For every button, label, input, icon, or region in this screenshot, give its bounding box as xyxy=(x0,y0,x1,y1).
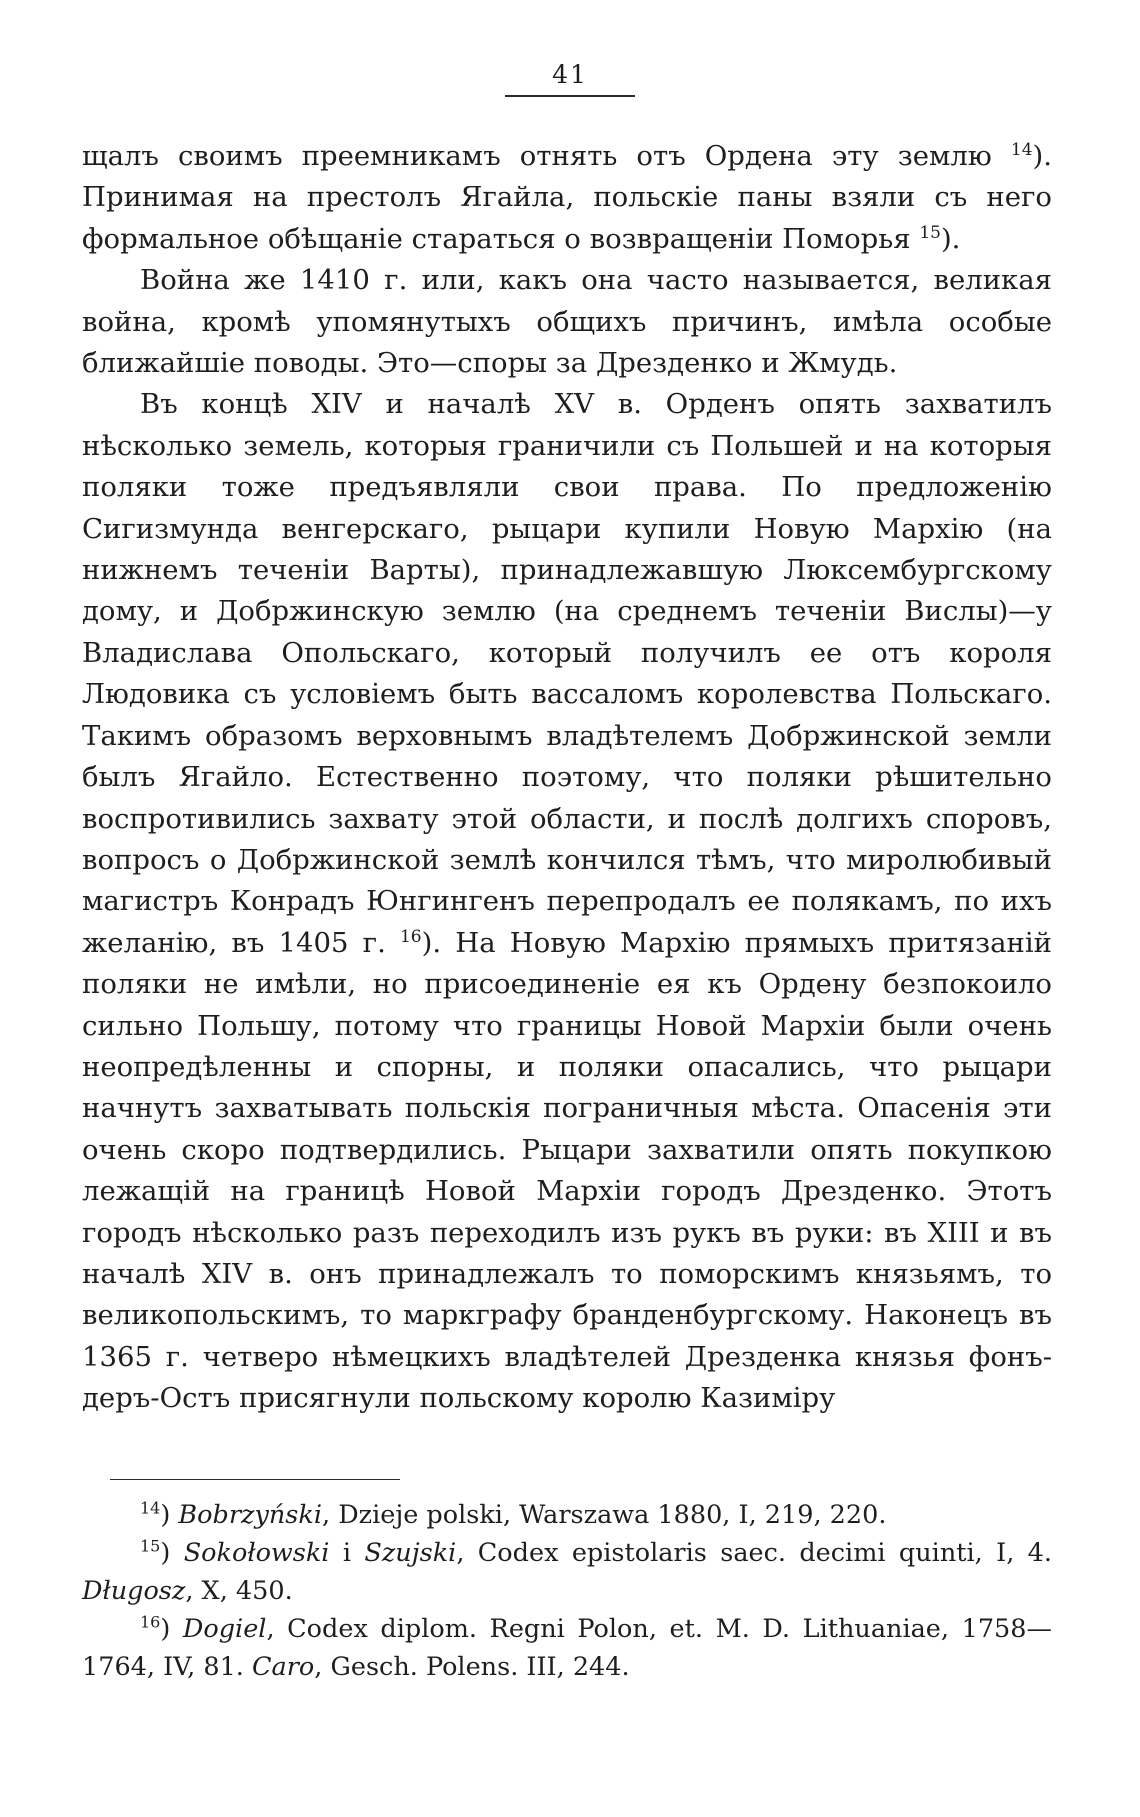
footnote-text: , Gesch. Polens. III, 244. xyxy=(314,1652,630,1682)
author-name: Długosz xyxy=(82,1576,186,1606)
footnote-text: i xyxy=(329,1538,365,1568)
footnote: $^{15}$) Sokołowski i Szujski, Codex epistolaris saec. decimi quinti, I, 4. Długosz, X, 450. xyxy=(82,1536,1052,1606)
author-name: Sokołowski xyxy=(183,1538,330,1568)
footnote: $^{14}$) Bobrzyński, Dzieje polski, Warszawa 1880, I, 219, 220. xyxy=(140,1498,887,1530)
footnote-text: , X, 450. xyxy=(185,1576,293,1606)
footnote-text: , Codex epistolaris saec. decimi quinti, I, 4. xyxy=(456,1538,1052,1568)
paragraph xyxy=(82,384,1052,1419)
author-name: Szujski xyxy=(364,1538,457,1568)
paragraph-text: ). На Новую Мархію прямыхъ притязаній поляки не имѣли, но присоединеніе ея къ Ордену безпокоило сильно Польшу, потому что границы Новой Мархіи были очень неопредѣленны и спорны, и поляки опасались, что рыцари начнутъ захватывать польскія пограничныя мѣста. Опасенія эти очень скоро подтвердились. Рыцари захватили опять покупкою лежащій на границѣ Новой Мархіи городъ Дрезденко. Этотъ городъ нѣсколько разъ переходилъ изъ рукъ въ руки: въ XIII и въ началѣ XIV в. онъ принадлежалъ то поморскимъ князьямъ, то великопольскимъ, то маркграфу бранденбургскому. Наконецъ въ 1365 г. четверо нѣмецкихъ владѣтелей Дрезденка князья фонъ-деръ-Остъ присягнули польскому королю Казиміру xyxy=(82,926,1052,1415)
author-name: Bobrzyński xyxy=(178,1500,322,1530)
footnote-mark: 14 xyxy=(140,1498,161,1518)
footnote-reference: 15 xyxy=(919,222,941,243)
paragraph-text: щалъ своимъ преемникамъ отнять отъ Ордена эту землю xyxy=(82,140,1011,172)
footnote-separator xyxy=(110,1479,400,1480)
footnote-text: , Codex diplom. Regni Polon, et. M. D. Lithuaniae, 1758—1764, IV, 81. xyxy=(82,1614,1053,1682)
paragraph-text: Въ концѣ XIV и началѣ XV в. Орденъ опять захватилъ нѣсколько земель, которыя граничили съ Польшей и на которыя поляки тоже предъявляли свои права. По предложенію Сигизмунда венгерскаго, рыцари купили Новую Мархію (на нижнемъ теченіи Варты), принадлежавшую Люксембургскому дому, и Добржинскую землю (на среднемъ теченіи Вислы)—у Владислава Опольскаго, который получилъ ее отъ короля Людовика съ условіемъ быть вассаломъ королевства Польскаго. Такимъ образомъ верховнымъ владѣтелемъ Добржинской земли былъ Ягайло. Естественно поэтому, что поляки рѣшительно воспротивились захвату этой области, и послѣ долгихъ споровъ, вопросъ о Добржинской землѣ кончился тѣмъ, что миролюбивый магистръ Конрадъ Юнгингенъ перепродалъ ее полякамъ, по ихъ желанію, въ 1405 г. xyxy=(82,388,1052,959)
paragraph xyxy=(82,260,1052,384)
paragraph-text: Война же 1410 г. или, какъ она часто называется, великая война, кромѣ упомянутыхъ общихъ причинъ, имѣла особые ближайшіе поводы. Это—споры за Дрезденко и Жмудь. xyxy=(82,264,1052,380)
author-name: Caro xyxy=(252,1652,315,1682)
footnotes xyxy=(82,1496,1052,1686)
author-name: Dogiel xyxy=(182,1614,267,1644)
main-text xyxy=(82,136,1052,1420)
paragraph-text: ). Принимая на престолъ Ягайла, польскіе паны взяли съ него формальное обѣщаніе стараться о возвращеніи Поморья xyxy=(82,140,1052,255)
header-rule xyxy=(505,95,635,97)
footnote-mark: 15 xyxy=(140,1536,161,1556)
footnote-mark: 16 xyxy=(140,1612,161,1632)
footnote-reference: 16 xyxy=(399,926,422,947)
footnote-text: , Dzieje polski, Warszawa 1880, I, 219, 220. xyxy=(321,1500,887,1530)
paragraph-text: ). xyxy=(940,222,961,255)
footnote: $^{16}$) Dogiel, Codex diplom. Regni Polon, et. M. D. Lithuaniae, 1758—1764, IV, 81. Caro, Gesch. Polens. III, 244. xyxy=(82,1612,1053,1682)
page-number: 41 xyxy=(552,60,588,89)
footnote-reference: 14 xyxy=(1010,139,1033,160)
paragraph xyxy=(82,136,1052,260)
